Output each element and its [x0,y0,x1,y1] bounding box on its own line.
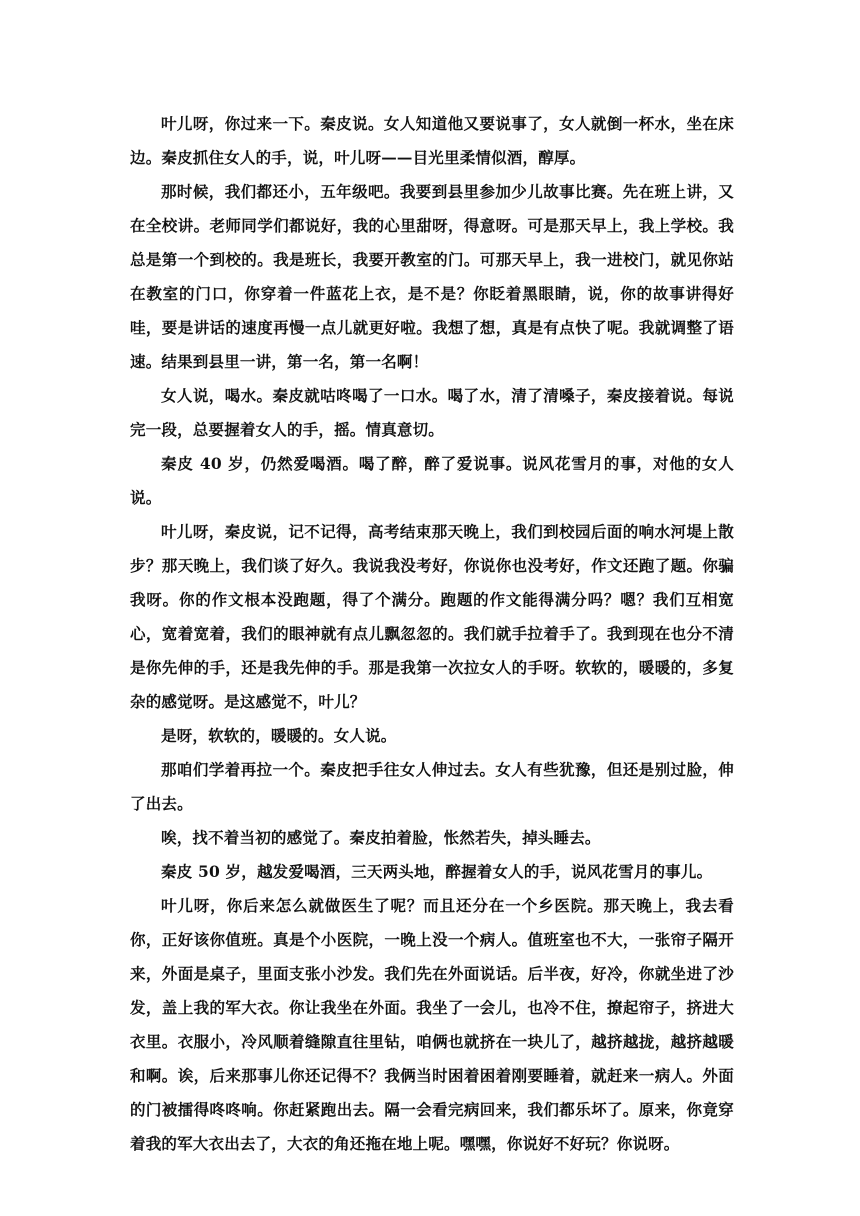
paragraph-4: 秦皮 40 岁，仍然爱喝酒。喝了醉，醉了爱说事。说风花雪月的事，对他的女人说。 [130,454,734,507]
paragraph-10: 叶儿呀，你后来怎么就做医生了呢？而且还分在一个乡医院。那天晚上，我去看你，正好该你值班。真是个小医院，一晚上没一个病人。值班室也不大，一张帘子隔开来，外面是桌子，里面支张小沙发。我们先在外面说话。后半夜，好冷，你就坐进了沙发，盖上我的军大衣。你让我坐在外面。我坐了一会儿，也冷不住，撩起帘子，挤进大衣里。衣服小，冷风顺着缝隙直往里钻，咱俩也就挤在一块儿了，越挤越拢，越挤越暖和啊。诶，后来那事儿你还记得不？我俩当时困着困着刚要睡着，就赶来一病人。外面的门被擂得咚咚响。你赶紧跑出去。隔一会看完病回来，我们都乐坏了。原来，你竟穿着我的军大衣出去了，大衣的角还拖在地上呢。嘿嘿，你说好不好玩？你说呀。 [130,896,734,1153]
paragraph-9: 秦皮 50 岁，越发爱喝酒，三天两头地，醉握着女人的手，说风花雪月的事儿。 [161,862,713,881]
paragraph-2: 那时候，我们都还小，五年级吧。我要到县里参加少儿故事比赛。先在班上讲，又在全校讲。老师同学们都说好，我的心里甜呀，得意呀。可是那天早上，我上学校。我总是第一个到校的。我是班长，我要开教室的门。可那天早上，我一进校门，就见你站在教室的门口，你穿着一件蓝花上衣，是不是？你眨着黑眼睛，说，你的故事讲得好哇，要是讲话的速度再慢一点儿就更好啦。我想了想，真是有点快了呢。我就调整了语速。结果到县里一讲，第一名，第一名啊！ [130,182,734,371]
paragraph-8: 唉，找不着当初的感觉了。秦皮拍着脸，怅然若失，掉头睡去。 [161,828,601,847]
paragraph-1: 叶儿呀，你过来一下。秦皮说。女人知道他又要说事了，女人就倒一杯水，坐在床边。秦皮抓住女人的手，说，叶儿呀——目光里柔情似酒，醇厚。 [130,114,734,167]
paragraph-5: 叶儿呀，秦皮说，记不记得，高考结束那天晚上，我们到校园后面的响水河堤上散步？那天晚上，我们谈了好久。我说我没考好，你说你也没考好，作文还跑了题。你骗我呀。你的作文根本没跑题，得了个满分。跑题的作文能得满分吗？嗯？我们互相宽心，宽着宽着，我们的眼神就有点儿飘忽忽的。我们就手拉着手了。我到现在也分不清是你先伸的手，还是我先伸的手。那是我第一次拉女人的手呀。软软的，暖暖的，多复杂的感觉呀。是这感觉不，叶儿？ [130,522,734,711]
paragraph-6: 是呀，软软的，暖暖的。女人说。 [161,726,397,745]
paragraph-7: 那咱们学着再拉一个。秦皮把手往女人伸过去。女人有些犹豫，但还是别过脸，伸了出去。 [130,760,734,813]
paragraph-3: 女人说，喝水。秦皮就咕咚喝了一口水。喝了水，清了清嗓子，秦皮接着说。每说完一段，总要握着女人的手，摇。情真意切。 [130,386,734,439]
article-body [130,107,734,1161]
